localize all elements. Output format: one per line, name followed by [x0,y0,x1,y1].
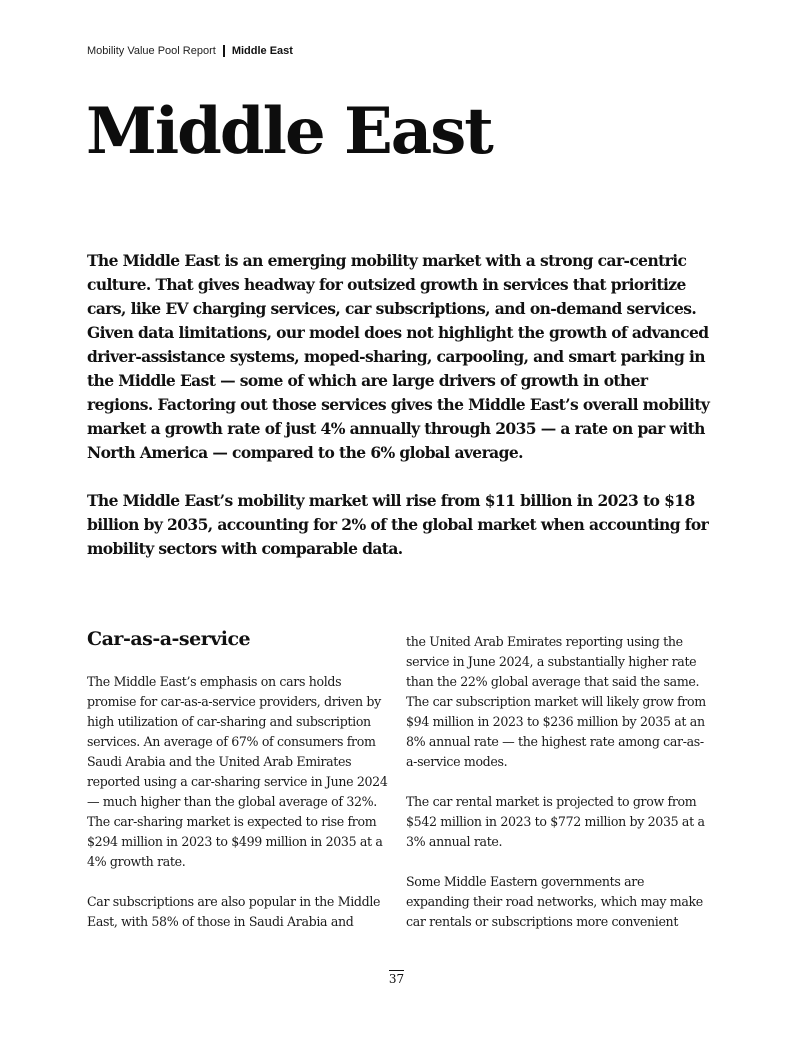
body-paragraph: Some Middle Eastern governments are expanding their road networks, which may make car rentals or subscriptions more convenient [406,874,703,929]
page-number [0,972,793,986]
header-section-name: Middle East [231,45,293,57]
report-name: Mobility Value Pool Report [87,45,216,57]
section-heading-car-as-a-service: Car-as-a-service [87,628,251,650]
header-divider [223,45,225,57]
left-column [87,624,392,952]
right-column [406,632,711,952]
page-title: Middle East [86,94,492,169]
body-paragraph: Car subscriptions are also popular in the Middle East, with 58% of those in Saudi Arabia and [87,894,381,929]
intro-paragraph-1: The Middle East is an emerging mobility market with a strong car-centric culture. That gives headway for outsized growth in services that prioritize cars, like EV charging services, car subscriptions, and on-demand services. Given data limitations, our model does not highlight the growth of advanced driver-assistance systems, moped-sharing, carpooling, and smart parking in the Middle East — some of which are large drivers of growth in other regions. Factoring out those services gives the Middle East’s overall mobility market a growth rate of just 4% annually through 2035 — a rate on par with North America — compared to the 6% global average. [87,251,710,462]
running-header [87,45,293,57]
body-paragraph: the United Arab Emirates reporting using the service in June 2024, a substantially higher rate than the 22% global average that said the same. The car subscription market will likely grow from $94 million in 2023 to $236 million by 2035 at an 8% annual rate — the highest rate among car-as-a-service modes. [406,634,706,769]
intro-paragraph-2: The Middle East’s mobility market will rise from $11 billion in 2023 to $18 billion by 2035, accounting for 2% of the global market when accounting for mobility sectors with comparable data. [87,491,709,558]
body-paragraph: The Middle East’s emphasis on cars holds promise for car-as-a-service providers, driven by high utilization of car-sharing and subscription services. An average of 67% of consumers from Saudi Arabia and the United Arab Emirates reported using a car-sharing service in June 2024 — much higher than the global average of 32%. The car-sharing market is expected to rise from $294 million in 2023 to $499 million in 2035 at a 4% growth rate. [87,674,388,869]
body-paragraph: The car rental market is projected to grow from $542 million in 2023 to $772 million by 2035 at a 3% annual rate. [406,794,705,849]
page-number-value: 37 [388,972,405,986]
